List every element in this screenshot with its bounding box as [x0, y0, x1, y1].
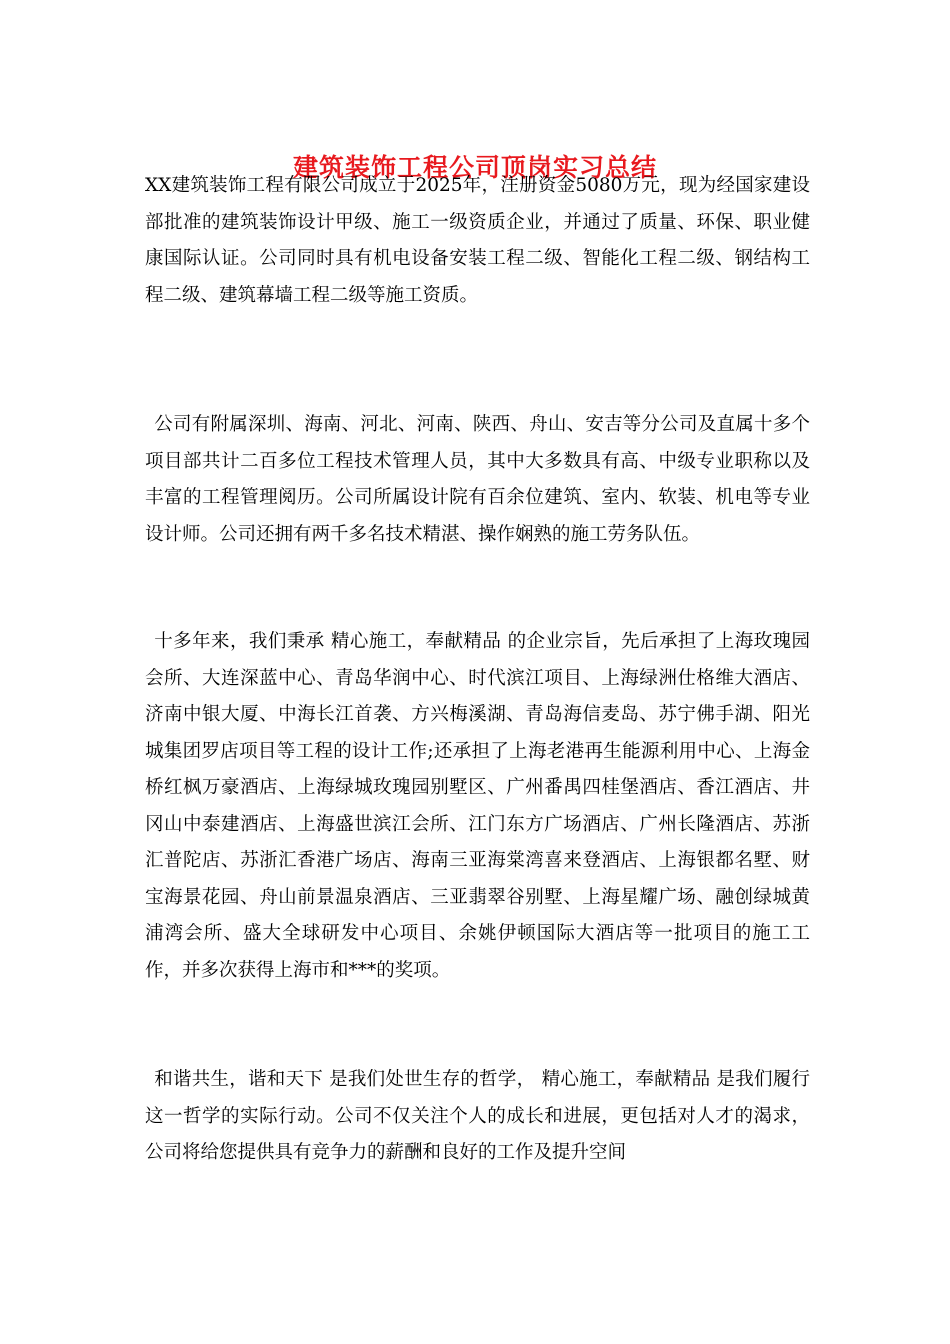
paragraph-philosophy: 和谐共生，谐和天下 是我们处世生存的哲学， 精心施工，奉献精品 是我们履行这一哲学的实际行动。公司不仅关注个人的成长和进展，更包括对人才的渴求，公司将给您提供具有竞争力的薪酬和良好的工作及提升空间 [145, 1069, 810, 1163]
paragraph-company-intro: XX建筑装饰工程有限公司成立于2025年，注册资金5080万元，现为经国家建设部批准的建筑装饰设计甲级、施工一级资质企业，并通过了质量、环保、职业健康国际认证。公司同时具有机电设备安装工程二级、智能化工程二级、钢结构工程二级、建筑幕墙工程二级等施工资质。 [145, 175, 810, 306]
document-title: 建筑装饰工程公司顶岗实习总结 [292, 153, 657, 182]
paragraph-projects: 十多年来，我们秉承 精心施工，奉献精品 的企业宗旨，先后承担了上海玫瑰园会所、大连深蓝中心、青岛华润中心、时代滨江项目、上海绿洲仕格维大酒店、济南中银大厦、中海长江首袭、方兴梅溪湖、青岛海信麦岛、苏宁佛手湖、阳光城集团罗店项目等工程的设计工作;还承担了上海老港再生能源利用中心、上海金桥红枫万豪酒店、上海绿城玫瑰园别墅区、广州番禺四桂堡酒店、香江酒店、井冈山中泰建酒店、上海盛世滨江会所、江门东方广场酒店、广州长隆酒店、苏浙汇普陀店、苏浙汇香港广场店、海南三亚海棠湾喜来登酒店、上海银都名墅、财宝海景花园、舟山前景温泉酒店、三亚翡翠谷别墅、上海星耀广场、融创绿城黄浦湾会所、盛大全球研发中心项目、余姚伊顿国际大酒店等一批项目的施工工作，并多次获得上海市和***的奖项。 [145, 631, 810, 981]
paragraph-branches: 公司有附属深圳、海南、河北、河南、陕西、舟山、安吉等分公司及直属十多个项目部共计二百多位工程技术管理人员，其中大多数具有高、中级专业职称以及丰富的工程管理阅历。公司所属设计院有百余位建筑、室内、软装、机电等专业设计师。公司还拥有两千多名技术精湛、操作娴熟的施工劳务队伍。 [145, 414, 810, 545]
